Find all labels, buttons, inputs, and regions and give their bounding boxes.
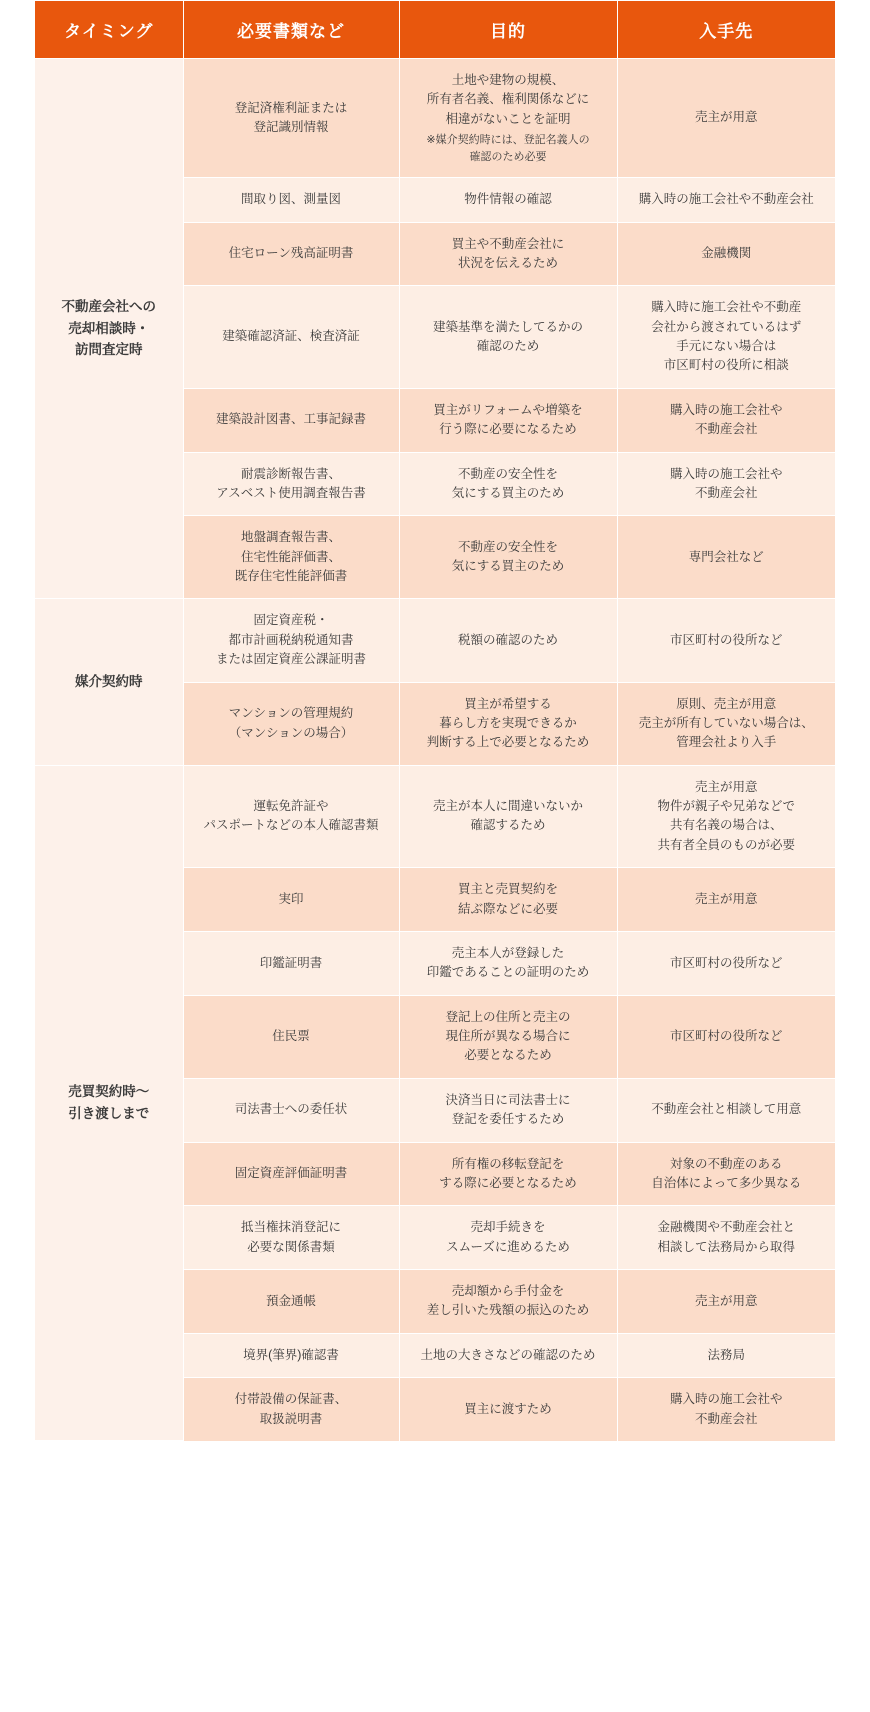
purpose-cell: 所有権の移転登記を する際に必要となるため [399, 1142, 617, 1206]
purpose-cell: 登記上の住所と売主の 現住所が異なる場合に 必要となるため [399, 995, 617, 1078]
purpose-cell: 買主や不動産会社に 状況を伝えるため [399, 222, 617, 286]
source-cell: 購入時の施工会社や 不動産会社 [617, 452, 835, 516]
source-cell: 購入時に施工会社や不動産 会社から渡されているはず 手元にない場合は 市区町村の役所に相談 [617, 286, 835, 389]
documents-cell: 建築確認済証、検査済証 [183, 286, 399, 389]
documents-cell: 抵当権抹消登記に 必要な関係書類 [183, 1206, 399, 1270]
documents-cell: 固定資産評価証明書 [183, 1142, 399, 1206]
purpose-cell: 決済当日に司法書士に 登記を委任するため [399, 1078, 617, 1142]
source-cell: 対象の不動産のある 自治体によって多少異なる [617, 1142, 835, 1206]
documents-cell: マンションの管理規約 （マンションの場合） [183, 682, 399, 765]
source-cell: 売主が用意 [617, 868, 835, 932]
timing-cell: 売買契約時〜 引き渡しまで [35, 765, 183, 1441]
purpose-cell: 税額の確認のため [399, 599, 617, 682]
purpose-cell: 建築基準を満たしてるかの 確認のため [399, 286, 617, 389]
purpose-cell: 売主本人が登録した 印鑑であることの証明のため [399, 931, 617, 995]
purpose-cell: 土地の大きさなどの確認のため [399, 1333, 617, 1377]
source-cell: 市区町村の役所など [617, 931, 835, 995]
table-row [35, 599, 835, 682]
source-cell: 原則、売主が用意 売主が所有していない場合は、 管理会社より入手 [617, 682, 835, 765]
source-cell: 金融機関 [617, 222, 835, 286]
header-row [35, 1, 835, 59]
purpose-cell: 買主と売買契約を 結ぶ際などに必要 [399, 868, 617, 932]
source-cell: 市区町村の役所など [617, 995, 835, 1078]
documents-cell: 耐震診断報告書、 アスベスト使用調査報告書 [183, 452, 399, 516]
source-cell: 売主が用意 [617, 1270, 835, 1334]
documents-cell: 実印 [183, 868, 399, 932]
table-row [35, 59, 835, 178]
column-header-documents: 必要書類など [183, 1, 399, 59]
table-row [35, 765, 835, 868]
documents-cell: 預金通帳 [183, 1270, 399, 1334]
documents-cell: 運転免許証や パスポートなどの本人確認書類 [183, 765, 399, 868]
purpose-cell: 買主が希望する 暮らし方を実現できるか 判断する上で必要となるため [399, 682, 617, 765]
document-sheet [35, 0, 835, 1441]
purpose-cell: 不動産の安全性を 気にする買主のため [399, 452, 617, 516]
documents-cell: 住民票 [183, 995, 399, 1078]
source-cell: 売主が用意 物件が親子や兄弟などで 共有名義の場合は、 共有者全員のものが必要 [617, 765, 835, 868]
source-cell: 購入時の施工会社や 不動産会社 [617, 388, 835, 452]
documents-cell: 建築設計図書、工事記録書 [183, 388, 399, 452]
required-documents-table [35, 0, 835, 1441]
source-cell: 購入時の施工会社や 不動産会社 [617, 1378, 835, 1441]
timing-cell: 媒介契約時 [35, 599, 183, 765]
documents-cell: 境界(筆界)確認書 [183, 1333, 399, 1377]
purpose-cell: 物件情報の確認 [399, 178, 617, 222]
purpose-cell: 土地や建物の規模、 所有者名義、権利関係などに 相違がないことを証明 ※媒介契約時には、登記名義人の 確認のため必要 [399, 59, 617, 178]
documents-cell: 住宅ローン残高証明書 [183, 222, 399, 286]
documents-cell: 地盤調査報告書、 住宅性能評価書、 既存住宅性能評価書 [183, 516, 399, 599]
source-cell: 市区町村の役所など [617, 599, 835, 682]
column-header-source: 入手先 [617, 1, 835, 59]
source-cell: 金融機関や不動産会社と 相談して法務局から取得 [617, 1206, 835, 1270]
table-body [35, 59, 835, 1441]
documents-cell: 印鑑証明書 [183, 931, 399, 995]
column-header-purpose: 目的 [399, 1, 617, 59]
source-cell: 専門会社など [617, 516, 835, 599]
purpose-cell: 買主がリフォームや増築を 行う際に必要になるため [399, 388, 617, 452]
documents-cell: 司法書士への委任状 [183, 1078, 399, 1142]
purpose-cell: 売主が本人に間違いないか 確認するため [399, 765, 617, 868]
documents-cell: 登記済権利証または 登記識別情報 [183, 59, 399, 178]
table-header [35, 1, 835, 59]
source-cell: 売主が用意 [617, 59, 835, 178]
source-cell: 不動産会社と相談して用意 [617, 1078, 835, 1142]
source-cell: 購入時の施工会社や不動産会社 [617, 178, 835, 222]
purpose-cell: 不動産の安全性を 気にする買主のため [399, 516, 617, 599]
purpose-cell: 買主に渡すため [399, 1378, 617, 1441]
purpose-cell: 売却手続きを スムーズに進めるため [399, 1206, 617, 1270]
source-cell: 法務局 [617, 1333, 835, 1377]
purpose-cell: 売却額から手付金を 差し引いた残額の振込のため [399, 1270, 617, 1334]
purpose-note: ※媒介契約時には、登記名義人の 確認のため必要 [426, 134, 590, 163]
documents-cell: 間取り図、測量図 [183, 178, 399, 222]
documents-cell: 付帯設備の保証書、 取扱説明書 [183, 1378, 399, 1441]
documents-cell: 固定資産税・ 都市計画税納税通知書 または固定資産公課証明書 [183, 599, 399, 682]
column-header-timing: タイミング [35, 1, 183, 59]
timing-cell: 不動産会社への 売却相談時・ 訪問査定時 [35, 59, 183, 599]
